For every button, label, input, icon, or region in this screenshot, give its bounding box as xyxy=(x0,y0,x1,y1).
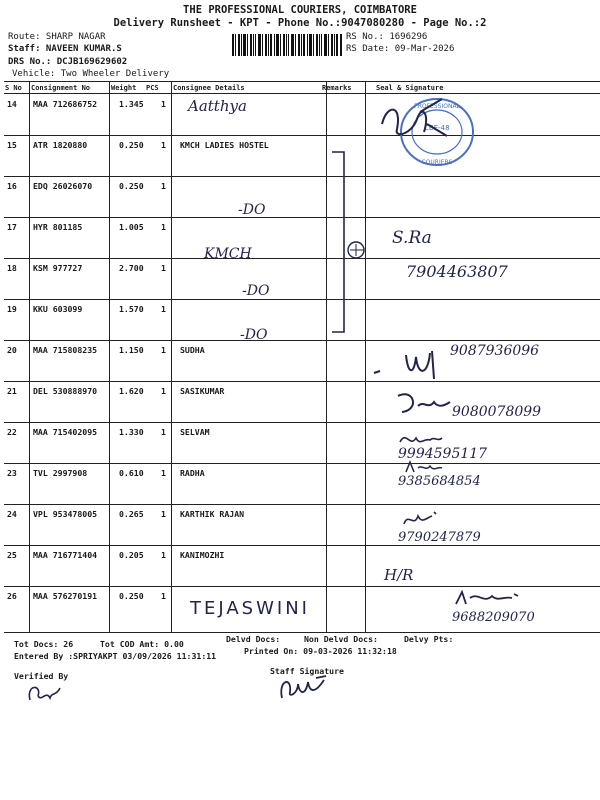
signature-row26 xyxy=(452,588,522,610)
row-divider xyxy=(4,381,600,382)
total-cod-amount: Tot COD Amt: 0.00 xyxy=(100,639,184,649)
row-weight: 0.610 xyxy=(119,468,144,478)
row-serial-no: 26 xyxy=(7,591,17,601)
row-pcs: 1 xyxy=(161,140,166,150)
row-pcs: 1 xyxy=(161,345,166,355)
handwritten-phone-row23: 9385684854 xyxy=(398,474,481,489)
row-serial-no: 16 xyxy=(7,181,17,191)
row-consignee: KMCH LADIES HOSTEL xyxy=(180,140,269,150)
row-pcs: 1 xyxy=(161,222,166,232)
row-serial-no: 19 xyxy=(7,304,17,314)
signature-row24 xyxy=(400,508,440,530)
row-weight: 0.250 xyxy=(119,140,144,150)
col-header-pcs: PCS xyxy=(146,84,159,92)
row-consignment-no: KKU 603099 xyxy=(33,304,83,314)
barcode xyxy=(232,34,342,56)
table-header-rule xyxy=(4,93,600,94)
handwritten-hr-row25: H/R xyxy=(384,566,414,584)
row-weight: 1.570 xyxy=(119,304,144,314)
row-pcs: 1 xyxy=(161,263,166,273)
signature-row21 xyxy=(394,388,454,418)
row-divider xyxy=(4,586,600,587)
handwritten-name-row14: Aatthya xyxy=(188,97,247,115)
company-title: THE PROFESSIONAL COURIERS, COIMBATORE xyxy=(183,4,417,16)
row-consignment-no: MAA 576270191 xyxy=(33,591,98,601)
row-consignee: KARTHIK RAJAN xyxy=(180,509,245,519)
handwritten-phone-row22: 9994595117 xyxy=(398,446,488,462)
vehicle-label: Vehicle: Two Wheeler Delivery xyxy=(12,69,170,79)
row-serial-no: 21 xyxy=(7,386,17,396)
row-divider xyxy=(4,217,600,218)
rs-number: RS No.: 1696296 xyxy=(346,32,428,42)
row-serial-no: 15 xyxy=(7,140,17,150)
handwritten-signature-row17: S.Ra xyxy=(392,228,432,248)
staff-signature-label: Staff Signature xyxy=(270,666,344,676)
row-serial-no: 17 xyxy=(7,222,17,232)
row-consignment-no: TVL 2997908 xyxy=(33,468,88,478)
total-docs: Tot Docs: 26 xyxy=(14,639,74,649)
handwritten-phone-row26: 9688209070 xyxy=(452,610,535,625)
handwritten-ditto-row18: -DO xyxy=(242,283,270,299)
row-pcs: 1 xyxy=(161,591,166,601)
row-divider xyxy=(4,258,600,259)
staff-label: Staff: NAVEEN KUMAR.S xyxy=(8,44,122,54)
non-delivered-docs: Non Delvd Docs: xyxy=(304,634,378,644)
row-serial-no: 25 xyxy=(7,550,17,560)
verifier-signature xyxy=(24,680,64,706)
row-divider xyxy=(4,545,600,546)
seal-signature-scribble xyxy=(372,94,452,144)
row-weight: 1.150 xyxy=(119,345,144,355)
rs-date: RS Date: 09-Mar-2026 xyxy=(346,44,455,54)
row-pcs: 1 xyxy=(161,427,166,437)
printed-on: Printed On: 09-03-2026 11:32:18 xyxy=(244,646,397,656)
table-top-rule xyxy=(4,81,600,82)
route-label: Route: SHARP NAGAR xyxy=(8,32,106,42)
row-weight: 1.345 xyxy=(119,99,144,109)
col-header-sno: S No xyxy=(5,84,22,92)
row-consignment-no: MAA 715402095 xyxy=(33,427,98,437)
row-pcs: 1 xyxy=(161,468,166,478)
row-pcs: 1 xyxy=(161,304,166,314)
handwritten-kmch-row17: KMCH xyxy=(204,246,252,262)
row-divider xyxy=(4,176,600,177)
row-serial-no: 22 xyxy=(7,427,17,437)
row-divider xyxy=(4,422,600,423)
col-header-seal-signature: Seal & Signature xyxy=(376,84,444,92)
table-bottom-rule xyxy=(4,632,600,633)
col-divider xyxy=(109,81,110,633)
row-divider xyxy=(4,299,600,300)
handwritten-ditto-row16: -DO xyxy=(238,202,266,218)
row-consignee: RADHA xyxy=(180,468,205,478)
col-header-consignment: Consignment No xyxy=(31,84,91,92)
row-pcs: 1 xyxy=(161,550,166,560)
col-header-consignee: Consignee Details xyxy=(173,84,245,92)
staff-signature xyxy=(276,674,330,702)
row-consignment-no: EDQ 26026070 xyxy=(33,181,93,191)
signature-row22 xyxy=(396,428,446,450)
row-serial-no: 18 xyxy=(7,263,17,273)
row-consignment-no: MAA 715808235 xyxy=(33,345,98,355)
row-weight: 2.700 xyxy=(119,263,144,273)
row-serial-no: 24 xyxy=(7,509,17,519)
row-divider xyxy=(4,340,600,341)
row-divider xyxy=(4,504,600,505)
row-weight: 1.330 xyxy=(119,427,144,437)
row-consignee: SELVAM xyxy=(180,427,210,437)
row-divider xyxy=(4,463,600,464)
row-weight: 0.205 xyxy=(119,550,144,560)
svg-text:COURIERS: COURIERS xyxy=(421,159,453,166)
row-pcs: 1 xyxy=(161,181,166,191)
col-divider xyxy=(326,81,327,633)
stamp-code: CBE-48 xyxy=(424,124,450,132)
handwritten-phone-row18: 7904463807 xyxy=(406,262,508,281)
delivery-points: Delvy Pts: xyxy=(404,634,454,644)
row-weight: 1.620 xyxy=(119,386,144,396)
row-weight: 0.250 xyxy=(119,181,144,191)
row-serial-no: 20 xyxy=(7,345,17,355)
row-consignee: KANIMOZHI xyxy=(180,550,225,560)
row-pcs: 1 xyxy=(161,509,166,519)
row-consignment-no: DEL 530888970 xyxy=(33,386,98,396)
row-consignee: SASIKUMAR xyxy=(180,386,225,396)
handwritten-phone-row21: 9080078099 xyxy=(452,404,542,420)
col-header-weight: Weight xyxy=(111,84,137,92)
entered-by: Entered By :SPRIYAKPT 03/09/2026 11:31:11 xyxy=(14,651,217,661)
row-weight: 1.005 xyxy=(119,222,144,232)
handwritten-phone-row24: 9790247879 xyxy=(398,530,481,545)
row-consignment-no: VPL 953478005 xyxy=(33,509,98,519)
svg-text:PROFESSIONAL: PROFESSIONAL xyxy=(414,103,460,110)
row-serial-no: 23 xyxy=(7,468,17,478)
handwritten-name-row26: TEJASWINI xyxy=(190,598,310,619)
grouping-bracket xyxy=(330,148,370,338)
row-weight: 0.250 xyxy=(119,591,144,601)
row-consignment-no: ATR 1820880 xyxy=(33,140,88,150)
signature-row20 xyxy=(370,345,460,385)
col-header-remarks: Remarks xyxy=(322,84,352,92)
row-consignment-no: MAA 712686752 xyxy=(33,99,98,109)
row-consignee: SUDHA xyxy=(180,345,205,355)
row-consignment-no: KSM 977727 xyxy=(33,263,83,273)
row-serial-no: 14 xyxy=(7,99,17,109)
col-divider xyxy=(171,81,172,633)
row-pcs: 1 xyxy=(161,99,166,109)
row-pcs: 1 xyxy=(161,386,166,396)
runsheet-subtitle: Delivery Runsheet - KPT - Phone No.:9047080280 - Page No.:2 xyxy=(113,17,487,29)
delivered-docs: Delvd Docs: xyxy=(226,634,281,644)
row-consignment-no: MAA 716771404 xyxy=(33,550,98,560)
handwritten-phone-row20: 9087936096 xyxy=(450,343,540,359)
handwritten-ditto-row19: -DO xyxy=(240,327,268,343)
signature-row23 xyxy=(404,460,444,476)
row-consignment-no: HYR 801185 xyxy=(33,222,83,232)
verified-by-label: Verified By xyxy=(14,671,69,681)
drs-label: DRS No.: DCJB169629602 xyxy=(8,57,128,67)
row-weight: 0.265 xyxy=(119,509,144,519)
col-divider xyxy=(29,81,30,633)
row-divider xyxy=(4,135,600,136)
